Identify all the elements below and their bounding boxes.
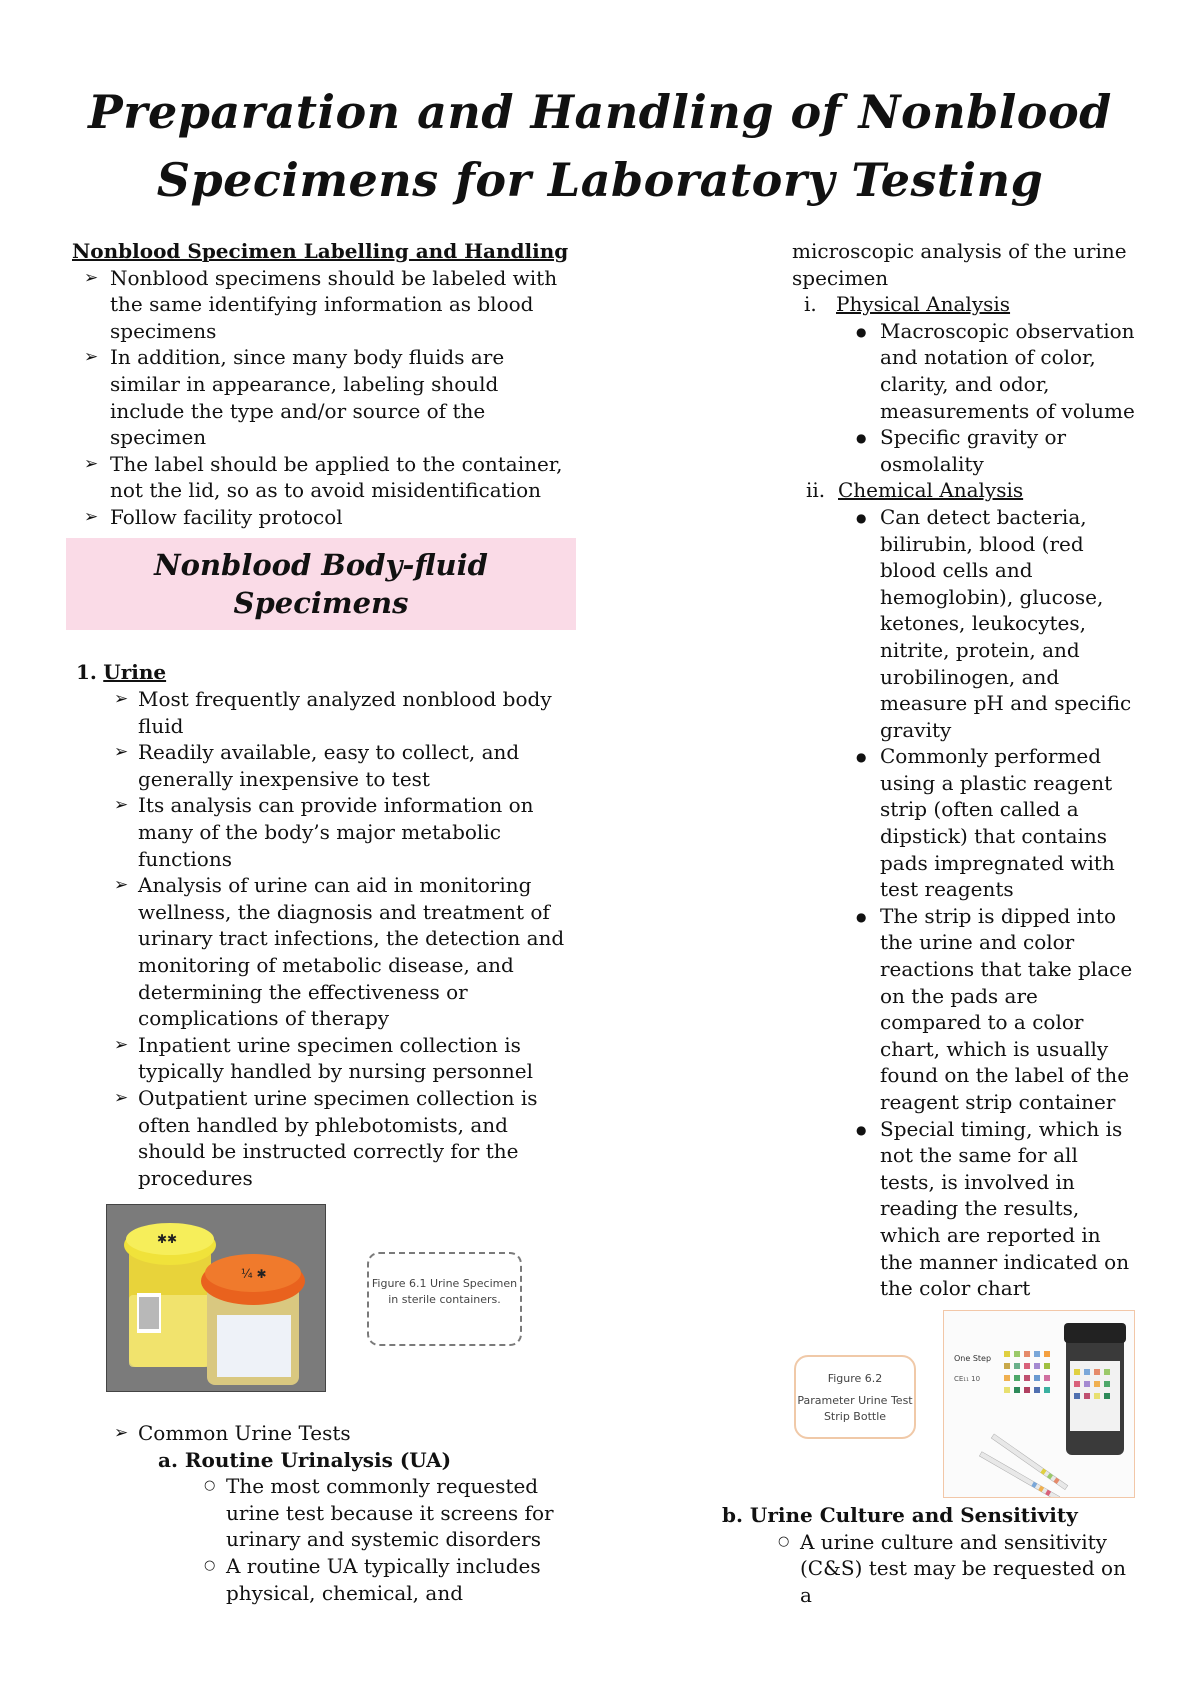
physical-numeral: i. xyxy=(804,292,817,317)
reagent-strip-bottle-image xyxy=(943,1310,1135,1498)
list-item: ● Commonly performed using a plastic reagent strip (often called a dipstick) that contains pads impregnated with test reagents xyxy=(792,743,1137,903)
urine-culture-label: b. Urine Culture and Sensitivity xyxy=(722,1503,1078,1527)
chemical-numeral: ii. xyxy=(806,478,826,503)
list-item: ➢ Outpatient urine specimen collection is often handled by phlebotomists, and should be instructed correctly for the procedures xyxy=(72,1085,572,1191)
urine-heading xyxy=(76,660,166,684)
banner-line-1: Nonblood Body-fluid xyxy=(154,548,488,582)
urine-list-container xyxy=(72,686,572,1191)
list-item: ● The strip is dipped into the urine and color reactions that take place on the pads are compared to a color chart, which is usually found on the label of the reagent strip container xyxy=(792,903,1137,1116)
svg-text:CE₁₁ 10: CE₁₁ 10 xyxy=(954,1375,981,1383)
chemical-list-heading xyxy=(792,477,1137,504)
figure-6-2-caption xyxy=(794,1355,916,1439)
list-item: ➢ Most frequently analyzed nonblood body fluid xyxy=(72,686,572,739)
routine-ua-list xyxy=(72,1473,592,1606)
title-line-2: Specimens for Laboratory Testing xyxy=(156,153,1044,207)
chemical-label: Chemical Analysis xyxy=(838,478,1024,503)
svg-text:¼ ✱: ¼ ✱ xyxy=(241,1267,267,1281)
list-item: ➢ Inpatient urine specimen collection is typically handled by nursing personnel xyxy=(72,1032,572,1085)
section-banner xyxy=(66,538,576,630)
list-item: ➢ Readily available, easy to collect, and generally inexpensive to test xyxy=(72,739,572,792)
list-item: ○ A urine culture and sensitivity (C&S) test may be requested on a xyxy=(646,1529,1142,1609)
svg-text:✱✱: ✱✱ xyxy=(157,1232,178,1246)
list-item: ➢ Nonblood specimens should be labeled with the same identifying information as blood specimens xyxy=(72,265,572,345)
list-item: ● Can detect bacteria, bilirubin, blood (red blood cells and hemoglobin), glucose, ketones, leukocytes, nitrite, protein, and urobilinogen, and measure pH and specific gravity xyxy=(792,504,1137,743)
reagent-strip-illustration xyxy=(944,1311,1134,1497)
page-title xyxy=(0,78,1200,214)
urine-title: Urine xyxy=(103,660,167,684)
urine-number: 1. xyxy=(76,660,97,684)
labelling-list xyxy=(72,265,572,531)
urine-containers-illustration xyxy=(107,1205,325,1391)
banner-line-2: Specimens xyxy=(233,586,409,620)
continued-text: microscopic analysis of the urine specimen xyxy=(792,239,1127,290)
list-item: ● Specific gravity or osmolality xyxy=(792,424,1137,477)
svg-text:One Step: One Step xyxy=(954,1354,992,1363)
list-item: ➢ Its analysis can provide information on many of the body’s major metabolic functions xyxy=(72,792,572,872)
urine-list xyxy=(72,686,572,1191)
urine-culture-list xyxy=(646,1529,1142,1609)
chemical-list xyxy=(792,504,1137,1302)
list-item: ➢ In addition, since many body fluids are similar in appearance, labeling should include the type and/or source of the specimen xyxy=(72,344,572,450)
figure-6-2-description: Parameter Urine Test Strip Bottle xyxy=(797,1394,913,1423)
common-tests-block xyxy=(72,1420,592,1606)
right-column xyxy=(792,238,1137,1302)
left-column xyxy=(72,238,572,531)
urine-containers-photo xyxy=(106,1204,326,1392)
list-item: ○ A routine UA typically includes physical, chemical, and xyxy=(72,1553,592,1606)
physical-label: Physical Analysis xyxy=(836,292,1011,317)
routine-ua-label: a. Routine Urinalysis (UA) xyxy=(158,1447,452,1472)
list-item: ➢ Follow facility protocol xyxy=(72,504,572,531)
section-heading-labelling: Nonblood Specimen Labelling and Handling xyxy=(72,239,569,263)
figure-6-1-caption: Figure 6.1 Urine Specimen in sterile containers. xyxy=(367,1252,522,1346)
list-item: ○ The most commonly requested urine test because it screens for urinary and systemic disorders xyxy=(72,1473,592,1553)
list-item: ● Macroscopic observation and notation of color, clarity, and odor, measurements of volume xyxy=(792,318,1137,424)
list-item: ➢ Analysis of urine can aid in monitoring wellness, the diagnosis and treatment of urinary tract infections, the detection and monitoring of metabolic disease, and determining the effectiveness or complications of therapy xyxy=(72,872,572,1032)
figure-6-2-title: Figure 6.2 xyxy=(827,1372,883,1385)
physical-list-heading xyxy=(790,291,1137,318)
list-item: ● Special timing, which is not the same for all tests, is involved in reading the results, which are reported in the manner indicated on the color chart xyxy=(792,1116,1137,1302)
physical-list xyxy=(792,318,1137,478)
chemical-analysis-heading xyxy=(792,477,1137,504)
list-item: ➢ The label should be applied to the container, not the lid, so as to avoid misidentification xyxy=(72,451,572,504)
common-tests-label: ➢ Common Urine Tests xyxy=(72,1420,592,1447)
common-tests-list xyxy=(72,1420,592,1447)
title-line-1: Preparation and Handling of Nonblood xyxy=(88,85,1112,139)
physical-analysis-heading xyxy=(790,291,1137,318)
urine-culture-block xyxy=(722,1502,1142,1608)
